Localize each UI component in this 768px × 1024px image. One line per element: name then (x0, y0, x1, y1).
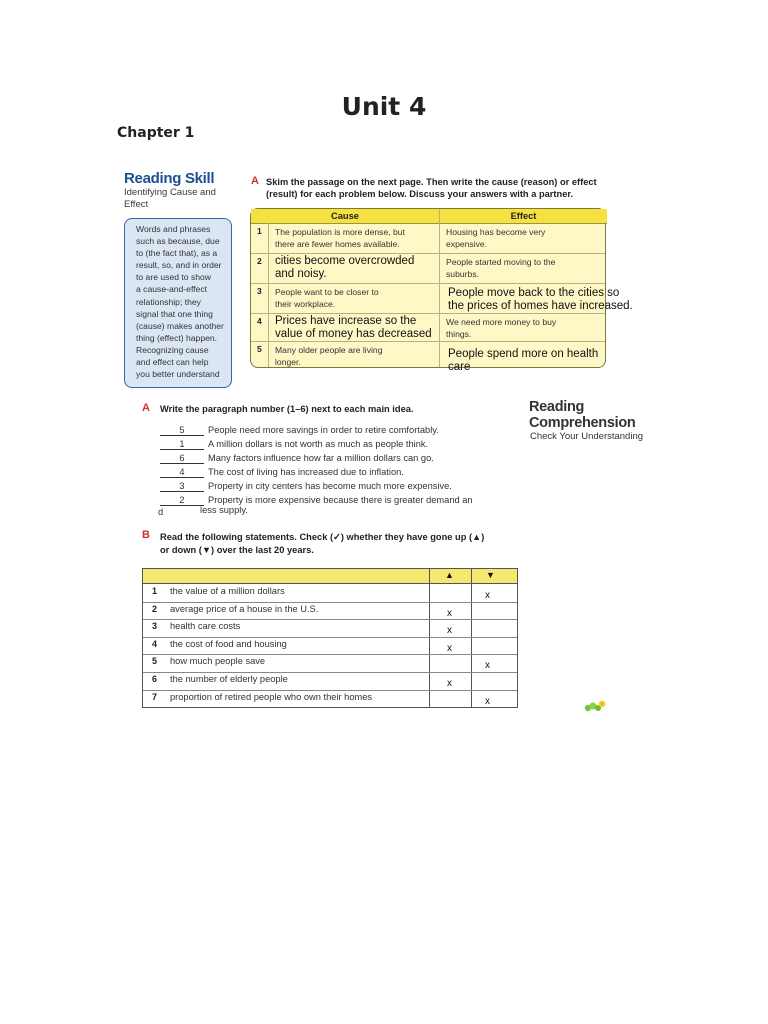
cause-effect-row-number: 4 (257, 316, 262, 326)
row-divider (251, 341, 605, 342)
comprehension-subtitle: Check Your Understanding (530, 431, 644, 442)
effect-text: People started moving to the (446, 257, 556, 267)
statement-number: 7 (152, 691, 158, 702)
statement-number: 2 (152, 603, 158, 614)
chapter-heading: Chapter 1 (117, 125, 195, 141)
cause-handwritten: value of money has decreased (275, 328, 432, 340)
comprehension-title-line-2: Comprehension (529, 415, 636, 431)
reading-skill-line: Words and phrases (136, 224, 211, 234)
flower-icon (582, 698, 610, 714)
reading-skill-line: you better understand (136, 369, 220, 380)
cause-text: People want to be closer to (275, 287, 379, 297)
cause-effect-row-number: 2 (257, 256, 262, 266)
statement-text: health care costs (170, 621, 241, 632)
paragraph-number-answer[interactable]: 2 (160, 495, 204, 506)
row-divider (251, 253, 605, 254)
main-idea-text: Property in city centers has become much more expensive. (208, 481, 452, 491)
cause-effect-row-number: 1 (257, 226, 262, 236)
effect-handwritten: the prices of homes have increased. (448, 300, 633, 312)
table-row (143, 654, 517, 673)
main-idea-text: People need more savings in order to retire comfortably. (208, 425, 439, 435)
effect-text: suburbs. (446, 269, 479, 279)
section-a-top-instruction-1: Skim the passage on the next page. Then write the cause (reason) or effect (266, 177, 597, 187)
section-a-top-letter: A (251, 175, 259, 187)
statement-text: the value of a million dollars (170, 586, 285, 596)
section-a-bottom-instruction: Write the paragraph number (1–6) next to each main idea. (160, 404, 414, 414)
effect-handwritten: People spend more on health (448, 348, 599, 360)
cause-handwritten: and noisy. (275, 268, 327, 280)
main-idea-text: A million dollars is not worth as much as people think. (208, 439, 429, 449)
comprehension-title (529, 399, 635, 431)
table-row (143, 637, 517, 656)
statement-text: the number of elderly people (170, 674, 288, 684)
reading-skill-subtitle: Identifying Cause and Effect (124, 187, 216, 210)
effect-text: things. (446, 329, 472, 339)
effect-handwritten: care (448, 361, 471, 373)
cause-handwritten: cities become overcrowded (275, 255, 415, 267)
table-row (143, 690, 517, 708)
reading-skill-line: thing (effect) happen. (136, 332, 218, 343)
table-row (143, 619, 517, 638)
up-check-cell[interactable]: x (447, 607, 452, 619)
effect-text: expensive. (446, 239, 488, 249)
reading-skill-explanation (124, 218, 232, 388)
main-idea-wrap-prefix: d (158, 507, 164, 517)
effect-handwritten: People move back to the cities so (448, 287, 620, 299)
down-check-cell[interactable]: x (485, 590, 490, 601)
row-divider (251, 313, 605, 314)
column-divider (439, 209, 440, 367)
paragraph-number-answer[interactable]: 6 (160, 453, 204, 464)
main-idea-text: Property is more expensive because there is greater demand an (208, 495, 473, 505)
main-idea-text: Many factors influence how far a million dollars can go. (208, 453, 434, 463)
reading-skill-line: such as because, due (136, 236, 220, 247)
reading-skill-line: result, so, and in order (136, 260, 222, 271)
main-idea-wrap-text: less supply. (200, 505, 248, 515)
reading-skill-panel (118, 160, 652, 380)
reading-skill-line: (cause) makes another (136, 320, 224, 331)
section-a-bottom-letter: A (142, 402, 150, 414)
cause-text: their workplace. (275, 299, 336, 309)
reading-skill-line: Recognizing cause (136, 344, 209, 355)
cause-handwritten: Prices have increase so the (275, 315, 417, 327)
reading-skill-line: signal that one thing (136, 308, 213, 319)
paragraph-number-answer[interactable]: 5 (160, 425, 204, 436)
effect-text: Housing has become very (446, 227, 546, 237)
table-row (143, 672, 517, 691)
cause-text: there are fewer homes available. (275, 239, 400, 249)
reading-skill-title: Reading Skill (124, 170, 215, 187)
main-idea-item (160, 494, 473, 506)
statement-number: 6 (152, 674, 158, 684)
cause-text: longer. (275, 357, 301, 367)
down-arrow-icon: ▼ (486, 570, 495, 580)
down-check-cell[interactable]: x (485, 695, 490, 707)
paragraph-number-answer[interactable]: 3 (160, 481, 204, 492)
main-idea-item (160, 466, 404, 478)
statement-number: 5 (152, 656, 158, 667)
comprehension-title-line-1: Reading (529, 399, 585, 415)
effect-header: Effect (440, 209, 607, 224)
up-check-cell[interactable]: x (447, 642, 452, 654)
main-idea-text: The cost of living has increased due to inflation. (208, 467, 404, 477)
reading-skill-line: a cause-and-effect (136, 284, 208, 295)
statement-number: 4 (152, 638, 158, 649)
cause-effect-row-number: 3 (257, 286, 262, 296)
statement-text: the cost of food and housing (170, 638, 287, 649)
reading-comprehension-panel (118, 392, 652, 714)
down-check-cell[interactable]: x (485, 660, 490, 672)
paragraph-number-answer[interactable]: 4 (160, 467, 204, 478)
statement-number: 1 (152, 586, 158, 596)
reading-skill-line: relationship; they (136, 296, 201, 307)
paragraph-number-answer[interactable]: 1 (160, 439, 204, 450)
statement-text: proportion of retired people who own their homes (170, 691, 373, 702)
up-arrow-icon: ▲ (445, 570, 454, 580)
table-row (143, 584, 517, 603)
up-down-table-header (143, 569, 517, 584)
table-row (143, 602, 517, 621)
cause-text: The population is more dense, but (275, 227, 405, 237)
main-idea-item (160, 438, 428, 450)
cause-text: Many older people are living (275, 345, 383, 355)
reading-skill-line: and effect can help (136, 357, 209, 368)
section-b-letter: B (142, 529, 150, 541)
cause-header: Cause (251, 209, 439, 224)
statement-number: 3 (152, 621, 158, 632)
up-down-table (142, 568, 518, 708)
main-idea-item (160, 480, 452, 492)
cause-effect-row-number: 5 (257, 344, 262, 354)
row-divider (251, 283, 605, 284)
statement-text: average price of a house in the U.S. (170, 603, 319, 614)
effect-text: We need more money to buy (446, 317, 557, 327)
section-a-top-instruction-2: (result) for each problem below. Discuss your answers with a partner. (266, 189, 574, 199)
main-idea-item (160, 424, 439, 436)
section-b-instruction-2: or down (▼) over the last 20 years. (160, 545, 314, 555)
section-b-instruction-1: Read the following statements. Check (✓) whether they have gone up (▲) (160, 532, 485, 542)
reading-skill-line: to (the fact that), as a (136, 248, 218, 259)
unit-title: Unit 4 (341, 92, 427, 121)
cause-effect-table (250, 208, 633, 373)
number-column-divider (268, 223, 269, 367)
up-check-cell[interactable]: x (447, 678, 452, 689)
statement-text: how much people save (170, 656, 266, 667)
reading-skill-line: to are used to show (136, 272, 212, 283)
main-idea-item (160, 452, 434, 464)
up-check-cell[interactable]: x (447, 625, 452, 637)
